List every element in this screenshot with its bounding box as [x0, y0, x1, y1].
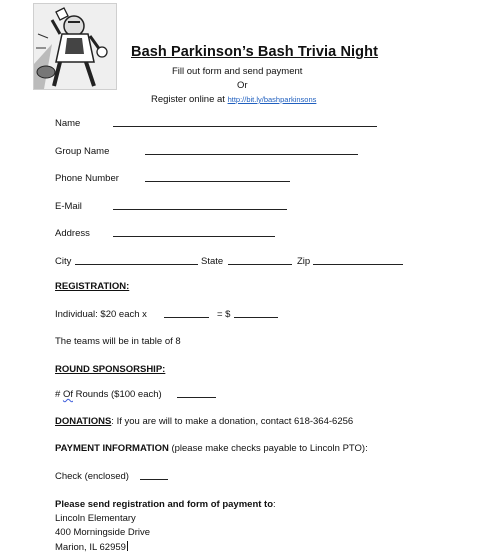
- rounds-label: [55, 389, 162, 400]
- rounds-hash: #: [55, 389, 63, 400]
- phone-number-label: Phone Number: [55, 173, 119, 184]
- instructions-or: Or: [237, 80, 248, 91]
- send-to-heading: Please send registration and form of payment to: [55, 499, 274, 510]
- rounds-count-line[interactable]: [177, 397, 216, 398]
- send-to-colon: :: [273, 499, 276, 510]
- payment-info-text: (please make checks payable to Lincoln PTO):: [168, 443, 368, 454]
- individual-count-line[interactable]: [164, 317, 209, 318]
- state-field-line[interactable]: [228, 264, 292, 265]
- zip-field-line[interactable]: [313, 264, 403, 265]
- rounds-of: Of: [62, 389, 73, 400]
- address-field-line[interactable]: [113, 236, 275, 237]
- teams-note: The teams will be in table of 8: [55, 336, 181, 347]
- instructions-line-1: Fill out form and send payment: [172, 66, 303, 77]
- group-name-label: Group Name: [55, 146, 110, 157]
- name-field-line[interactable]: [113, 126, 377, 127]
- check-amount-line[interactable]: [140, 479, 168, 480]
- address-city-line: [55, 541, 128, 553]
- send-to-heading-line: [55, 499, 276, 510]
- email-label: E-Mail: [55, 201, 82, 212]
- equals-dollar-label: = $: [217, 309, 231, 320]
- address-street: 400 Morningside Drive: [55, 527, 151, 538]
- register-online-line: [151, 94, 316, 105]
- donations-heading: DONATIONS: [55, 416, 112, 427]
- address-city: Marion, IL 62959: [55, 542, 126, 553]
- individual-total-line[interactable]: [234, 317, 278, 318]
- payment-info-heading: PAYMENT INFORMATION: [55, 443, 169, 454]
- name-label: Name: [55, 118, 81, 129]
- registration-heading: REGISTRATION:: [55, 281, 130, 292]
- city-field-line[interactable]: [75, 264, 198, 265]
- registration-link[interactable]: http://bit.ly/bashparkinsons: [227, 95, 317, 104]
- check-enclosed-label: Check (enclosed): [55, 471, 129, 482]
- address-school: Lincoln Elementary: [55, 513, 136, 524]
- donations-text: : If you are will to make a donation, contact 618-364-6256: [111, 416, 354, 427]
- group-name-field-line[interactable]: [145, 154, 358, 155]
- address-label: Address: [55, 228, 90, 239]
- city-label: City: [55, 256, 72, 267]
- individual-price-label: Individual: $20 each x: [55, 309, 147, 320]
- zip-label: Zip: [297, 256, 311, 267]
- fighter-logo-image: [33, 3, 117, 90]
- round-sponsorship-heading: ROUND SPONSORSHIP:: [55, 364, 166, 375]
- payment-info-line: [55, 443, 368, 454]
- page-title: Bash Parkinson’s Bash Trivia Night: [131, 44, 379, 60]
- fighter-illustration: [34, 4, 116, 89]
- rounds-text: Rounds ($100 each): [72, 389, 162, 400]
- text-cursor: [127, 541, 128, 551]
- email-field-line[interactable]: [113, 209, 287, 210]
- phone-number-field-line[interactable]: [145, 181, 290, 182]
- register-online-text: Register online at: [151, 94, 228, 105]
- donations-line: [55, 416, 353, 427]
- state-label: State: [201, 256, 224, 267]
